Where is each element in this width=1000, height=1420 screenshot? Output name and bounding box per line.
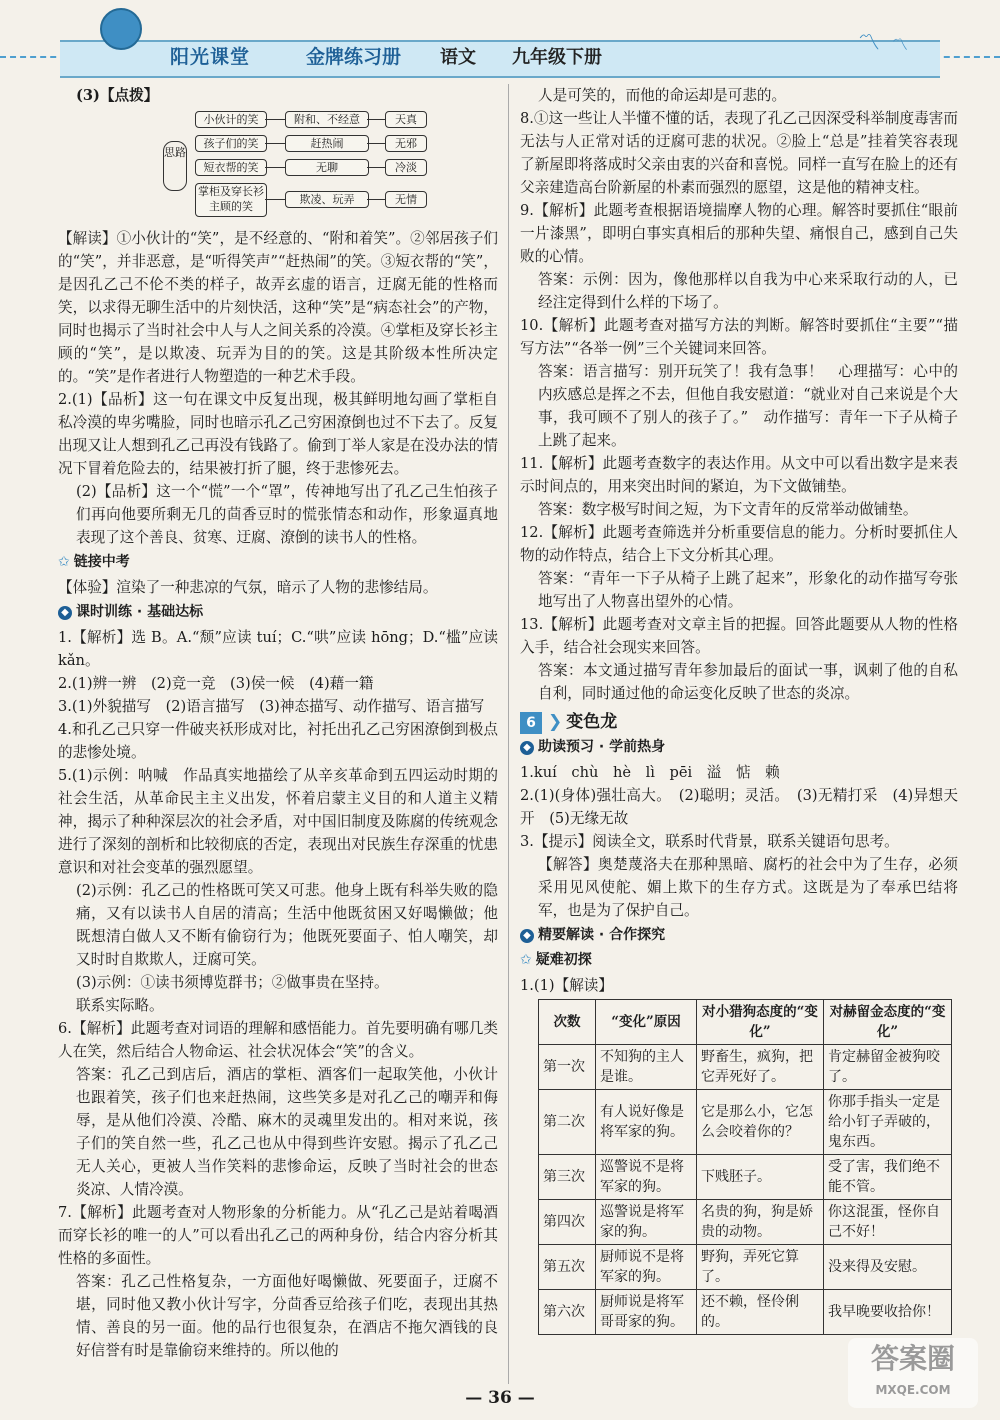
table-header: 对赫留金态度的“变化” <box>824 1000 952 1045</box>
answer-item: 答案：孔乙己性格复杂，一方面他好喝懒做、死要面子，迂腐不堪，同时他又教小伙计写字，分茴香豆给孩子们吃，表现出其热情、善良的另一面。他的品行也很复杂，在酒店不拖欠酒钱的良好信誉有时是靠偷窃来维持的。所以他的 <box>76 1273 498 1359</box>
table-cell: 你这混蛋，怪你自己不好！ <box>824 1200 952 1245</box>
column-divider <box>508 84 509 1384</box>
table-row <box>539 1200 952 1245</box>
bird-icon: 〽 <box>892 35 909 54</box>
answer-item: 8.①这一些让人半懂不懂的话，表现了孔乙己因深受科举制度毒害而无法与人正常对话的迂腐可悲的状况。②脸上“总是”挂着笑容表现了新屋即将落成时父亲由衷的兴奋和喜悦。同样一直写在脸上的还有父亲建造高台阶新屋的朴素而强烈的愿望，这是他的精神支柱。 <box>520 110 958 196</box>
diagram-arrow <box>367 199 385 200</box>
section-heading: ✩ 链接中考 <box>58 551 498 574</box>
table-cell: 第五次 <box>539 1245 596 1290</box>
table-cell: 它是那么小，它怎么会咬着你的？ <box>697 1090 824 1155</box>
answer-item: 人是可笑的，而他的命运却是可悲的。 <box>538 87 787 104</box>
diagram-node: 无邪 <box>385 135 427 152</box>
diagram-arrow <box>367 119 385 120</box>
answer-item: 2.(1)辨一辨 (2)竞一竞 (3)侯一候 (4)藉一籍 <box>58 675 374 692</box>
change-table <box>538 999 952 1335</box>
table-cell: 我早晚要收拾你！ <box>824 1290 952 1335</box>
table-cell: 厨师说是将军哥哥家的狗。 <box>596 1290 697 1335</box>
answer-item: 13.【解析】此题考查对文章主旨的把握。回答此题要从人物的性格入手，结合社会现实来回答。 <box>520 616 958 656</box>
answer-paragraph: 【解读】①小伙计的“笑”，是不经意的、“附和着笑”。②邻居孩子们的“笑”，并非恶意，是“听得笑声”“赶热闹”的笑。③短衣帮的“笑”，是因孔乙己不伦不类的样子，故弄玄虚的语言，迂腐无能的性格而笑，以求得无聊生活中的片刻快活，这种“笑”是“病态社会”的产物，同时也揭示了当时社会中人与人之间关系的冷漠。④掌柜及穿长衫主顾的“笑”，是以欺凌、玩弄为目的的笑。这是其阶级本性所决定的。“笑”是作者进行人物塑造的一种艺术手段。 <box>58 230 498 385</box>
section-icon: ◆ <box>58 606 72 620</box>
answer-item: 11.【解析】此题考查数字的表达作用。从文中可以看出数字是来表示时间点的，用来突出时间的紧迫，为下文做铺垫。 <box>520 455 958 495</box>
diagram-root: 思路 <box>163 141 187 191</box>
diagram-node: 小伙计的笑 <box>195 111 267 128</box>
diagram-node: 无聊 <box>285 159 369 176</box>
watermark-url: MXQE.COM <box>875 1383 951 1397</box>
table-cell: 肯定赫留金被狗咬了。 <box>824 1045 952 1090</box>
diagram-node: 冷淡 <box>385 159 427 176</box>
table-cell: 第六次 <box>539 1290 596 1335</box>
answer-item: (2)示例：孔乙己的性格既可笑又可悲。他身上既有科举失败的隐痛，又有以读书人自居的清高；生活中他既贫困又好喝懒做；他既想清白做人又不断有偷窃行为；他既死要面子、怕人嘲笑，却又时时自欺欺人，迂腐可笑。 <box>76 882 498 968</box>
answer-item: 5.(1)示例：呐喊 作品真实地描绘了从辛亥革命到五四运动时期的社会生活，从革命民主主义出发，怀着启蒙主义目的和人道主义精神，揭示了种种深层次的社会矛盾，对中国旧制度及陈腐的传统观念进行了深刻的剖析和比较彻底的否定，表现出对民族生存深重的忧患意识和对社会变革的强烈愿望。 <box>58 767 498 876</box>
lesson-heading <box>520 711 958 734</box>
diagram-arrow <box>265 199 285 200</box>
diagram-arrow <box>367 167 385 168</box>
right-column <box>520 84 958 1335</box>
answer-item: 10.【解析】此题考查对描写方法的判断。解答时要抓住“主要”“描写方法”“各举一例”三个关键词来回答。 <box>520 317 958 357</box>
answer-item: 3.(1)外貌描写 (2)语言描写 (3)神态描写、动作描写、语言描写 <box>58 698 485 715</box>
diagram-node: 天真 <box>385 111 427 128</box>
table-cell: 巡警说是将军家的狗。 <box>596 1200 697 1245</box>
answer-item: 答案：数字极写时间之短，为下文青年的反常举动做铺垫。 <box>538 501 918 518</box>
diagram-node: 附和、不经意 <box>285 111 369 128</box>
diagram-node: 孩子们的笑 <box>195 135 267 152</box>
section-heading: ◆ 助读预习 · 学前热身 <box>520 736 958 759</box>
answer-paragraph: 2.(1)【品析】这一句在课文中反复出现，极其鲜明地勾画了掌柜自私冷漠的卑劣嘴脸，同时也暗示孔乙己穷困潦倒也过不下去了。反复出现又让人想到孔乙己再没有钱路了。偷到丁举人家是在没办法的情况下冒着危险去的，结果被打折了腿，终于悲惨死去。 <box>58 391 498 477</box>
table-cell: 不知狗的主人是谁。 <box>596 1045 697 1090</box>
grade-label: 九年级下册 <box>512 47 602 68</box>
table-cell: 巡警说不是将军家的狗。 <box>596 1155 697 1200</box>
lesson-number: 6 <box>520 712 542 734</box>
table-row <box>539 1245 952 1290</box>
answer-item: 6.【解析】此题考查对词语的理解和感悟能力。首先要明确有哪几类人在笑，然后结合人物命运、社会状况体会“笑”的含义。 <box>58 1020 498 1060</box>
left-column <box>58 84 498 1362</box>
section-heading: ◆ 课时训练 · 基础达标 <box>58 601 498 624</box>
preview-item: 3.【提示】阅读全文，联系时代背景，联系关键语句思考。 <box>520 833 899 850</box>
table-label: 1.(1)【解读】 <box>520 977 613 994</box>
diagram-node: 短衣帮的笑 <box>195 159 267 176</box>
answer-item: 7.【解析】此题考查对人物形象的分析能力。从“孔乙己是站着喝酒而穿长衫的唯一的人”可以看出孔乙己的两种身份，结合内容分析其性格的多面性。 <box>58 1204 498 1267</box>
section-heading: ◆ 精要解读 · 合作探究 <box>520 924 958 947</box>
page-number: — 36 — <box>465 1388 535 1408</box>
subject-label: 语文 <box>440 47 476 68</box>
section-icon: ◆ <box>520 929 534 943</box>
diagram-node: 赶热闹 <box>285 135 369 152</box>
table-row <box>539 1155 952 1200</box>
table-cell: 第一次 <box>539 1045 596 1090</box>
laugh-diagram <box>163 111 463 223</box>
answer-item: 联系实际略。 <box>76 997 164 1014</box>
preview-item: 2.(1)(身体)强壮高大。 (2)聪明；灵活。 (3)无精打采 (4)异想天开 (5)无缘无故 <box>520 787 958 827</box>
table-row <box>539 1290 952 1335</box>
section-icon: ◆ <box>520 741 534 755</box>
table-header: “变化”原因 <box>596 1000 697 1045</box>
table-row <box>539 1090 952 1155</box>
lesson-title: 变色龙 <box>566 712 618 732</box>
table-cell: 名贵的狗，狗是娇贵的动物。 <box>697 1200 824 1245</box>
star-icon: ✩ <box>58 554 70 570</box>
table-header: 对小猎狗态度的“变化” <box>697 1000 824 1045</box>
diagram-arrow <box>265 143 285 144</box>
diagram-node: 掌柜及穿长衫主顾的笑 <box>195 183 267 217</box>
diagram-arrow <box>367 143 385 144</box>
table-row <box>539 1045 952 1090</box>
diagram-node: 欺凌、玩弄 <box>285 191 369 208</box>
table-header-row <box>539 1000 952 1045</box>
answer-paragraph: (2)【品析】这一个“慌”一个“罩”，传神地写出了孔乙己生怕孩子们再向他要所剩无几的茴香豆时的慌张情态和动作，形象逼真地表现了这个善良、贫寒、迂腐、潦倒的读书人的性格。 <box>76 483 498 546</box>
page-header <box>0 0 1000 78</box>
table-cell: 受了害，我们绝不能不管。 <box>824 1155 952 1200</box>
star-icon: ✩ <box>520 952 532 968</box>
table-cell: 下贱胚子。 <box>697 1155 824 1200</box>
table-header: 次数 <box>539 1000 596 1045</box>
dianbo-label: (3)【点拨】 <box>76 87 159 104</box>
watermark-title: 答案圈 <box>870 1342 955 1375</box>
table-cell: 野畜生，疯狗，把它弄死好了。 <box>697 1045 824 1090</box>
section-heading: ✩ 疑难初探 <box>520 949 958 972</box>
table-cell: 有人说好像是将军家的狗。 <box>596 1090 697 1155</box>
site-watermark <box>848 1338 978 1408</box>
table-cell: 野狗，弄死它算了。 <box>697 1245 824 1290</box>
preview-item: 1.kuí chù hè lì pēi 溢 惦 赖 <box>520 764 780 781</box>
answer-item: (3)示例：①读书须博览群书；②做事贵在坚持。 <box>76 974 389 991</box>
preview-item: 【解答】奥楚蔑洛夫在那种黑暗、腐朽的社会中为了生存，必须采用见风使舵、媚上欺下的生存方式。这既是为了奉承巴结将军，也是为了保护自己。 <box>538 856 958 919</box>
bird-icon: 〽 <box>858 31 881 56</box>
table-cell: 厨师说不是将军家的狗。 <box>596 1245 697 1290</box>
table-cell: 第二次 <box>539 1090 596 1155</box>
answer-item: 答案：“青年一下子从椅子上跳了起来”，形象化的动作描写夸张地写出了人物喜出望外的心情。 <box>538 570 958 610</box>
table-cell: 第四次 <box>539 1200 596 1245</box>
table-cell: 没来得及安慰。 <box>824 1245 952 1290</box>
chevron-right-icon: ❯ <box>548 712 563 732</box>
diagram-node: 无情 <box>385 191 427 208</box>
answer-item: 答案：示例：因为，像他那样以自我为中心来采取行动的人，已经注定得到什么样的下场了。 <box>538 271 958 311</box>
globe-icon <box>100 8 142 50</box>
diagram-arrow <box>265 119 285 120</box>
table-cell: 你那手指头一定是给小钉子弄破的，鬼东西。 <box>824 1090 952 1155</box>
table-cell: 第三次 <box>539 1155 596 1200</box>
table-cell: 还不赖，怪伶俐的。 <box>697 1290 824 1335</box>
answer-item: 答案：语言描写：别开玩笑了！我有急事！ 心理描写：心中的内疚感总是挥之不去，但他自我安慰道：“就业对自己来说是个大事，我可顾不了别人的孩子了。” 动作描写：青年一下子从椅子上跳了起来。 <box>538 363 958 449</box>
answer-paragraph: 【体验】渲染了一种悲凉的气氛，暗示了人物的悲惨结局。 <box>58 579 438 596</box>
book-title: 阳光课堂 <box>170 46 251 68</box>
answer-item: 9.【解析】此题考查根据语境揣摩人物的心理。解答时要抓住“眼前一片漆黑”，即明白事实真相后的那种失望、痛恨自己，感到自己失败的心情。 <box>520 202 958 265</box>
answer-item: 1.【解析】选 B。A.“颓”应读 tuí；C.“哄”应读 hōng；D.“槛”应读 kǎn。 <box>58 629 498 669</box>
answer-item: 答案：孔乙己到店后，酒店的掌柜、酒客们一起取笑他，小伙计也跟着笑，孩子们也来赶热闹，这些笑多是对孔乙己的嘲弄和侮辱，是从他们冷漠、冷酷、麻木的灵魂里发出的。相对来说，孩子们的笑自然一些，孔乙己也从中得到些许安慰。揭示了孔乙己无人关心，更被人当作笑料的悲惨命运，反映了当时社会的世态炎凉、人情冷漠。 <box>76 1066 498 1198</box>
book-subtitle: 金牌练习册 <box>306 46 402 68</box>
answer-item: 12.【解析】此题考查筛选并分析重要信息的能力。分析时要抓住人物的动作特点，结合上下文分析其心理。 <box>520 524 958 564</box>
answer-item: 答案：本文通过描写青年参加最后的面试一事，讽刺了他的自私自利，同时通过他的命运变化反映了世态的炎凉。 <box>538 662 958 702</box>
answer-item: 4.和孔乙己只穿一件破夹袄形成对比，衬托出孔乙己穷困潦倒到极点的悲惨处境。 <box>58 721 498 761</box>
diagram-arrow <box>265 167 285 168</box>
